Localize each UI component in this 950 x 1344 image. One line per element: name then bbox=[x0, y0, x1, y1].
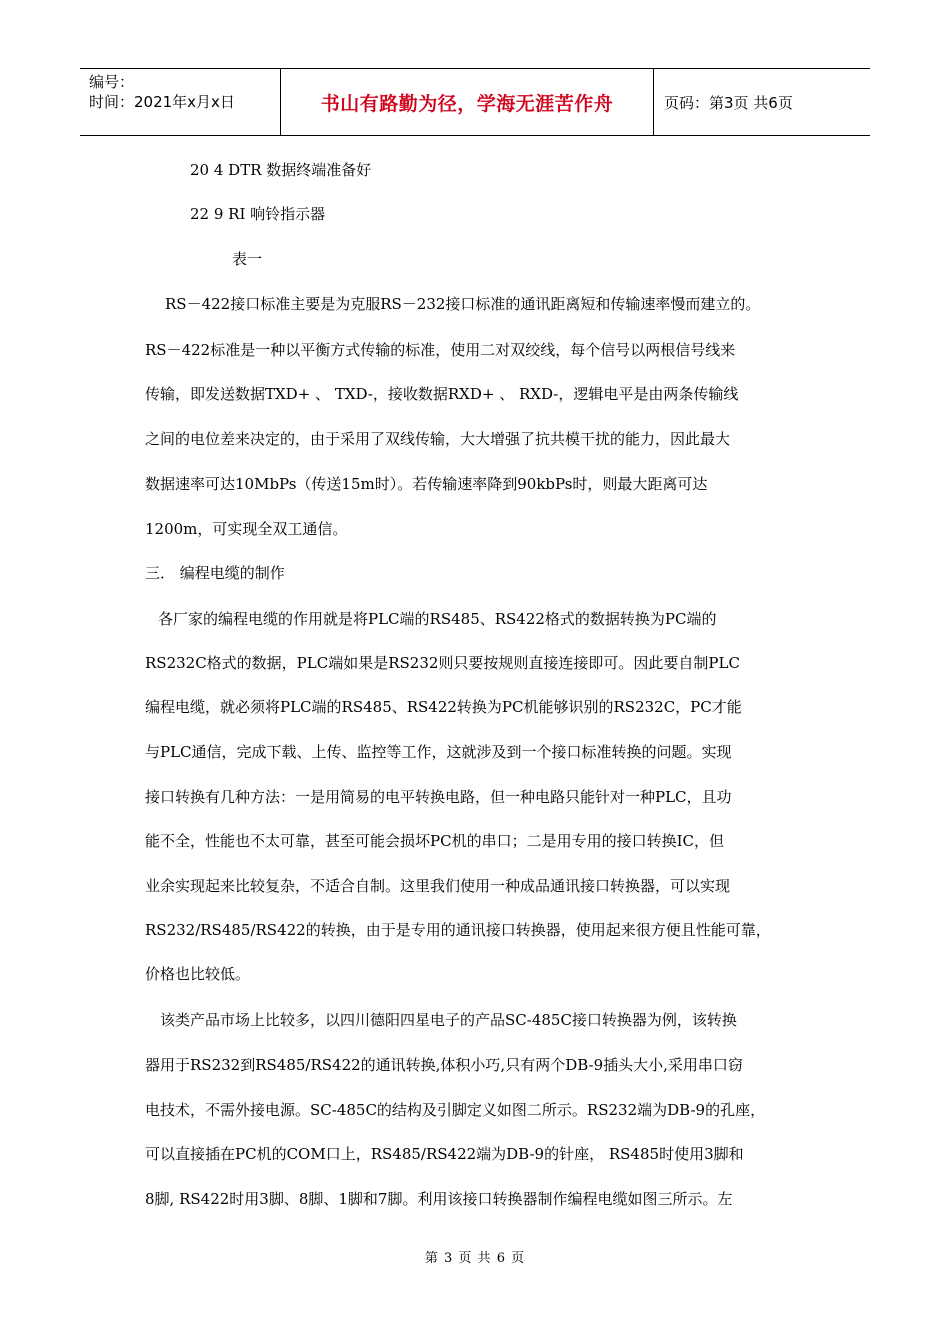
paragraph-line: RS232C格式的数据，PLC端如果是RS232则只要按规则直接连接即可。因此要自制PLC bbox=[145, 654, 740, 672]
paragraph-line: 编程电缆，就必须将PLC端的RS485、RS422转换为PC机能够识别的RS232C，PC才能 bbox=[145, 698, 742, 716]
paragraph-line: 能不全，性能也不太可靠，甚至可能会损坏PC机的串口；二是用专用的接口转换IC，但 bbox=[145, 832, 724, 850]
paragraph-line: 1200m，可实现全双工通信。 bbox=[145, 520, 348, 538]
paragraph-line: 业余实现起来比较复杂，不适合自制。这里我们使用一种成品通讯接口转换器，可以实现 bbox=[145, 877, 731, 895]
paragraph-line: 电技术，不需外接电源。SC-485C的结构及引脚定义如图二所示。RS232端为DB-9的孔座， bbox=[145, 1101, 766, 1119]
paragraph-line: 接口转换有几种方法：一是用简易的电平转换电路，但一种电路只能针对一种PLC，且功 bbox=[145, 788, 732, 806]
header-motto-cell bbox=[281, 69, 654, 135]
page-footer: 第 3 页 共 6 页 bbox=[424, 1251, 526, 1266]
paragraph-line: RS－422标准是一种以平衡方式传输的标准，使用二对双绞线，每个信号以两根信号线来 bbox=[145, 341, 736, 359]
paragraph-line: 之间的电位差来决定的，由于采用了双线传输，大大增强了抗共模干扰的能力，因此最大 bbox=[145, 430, 731, 448]
paragraph-line: 传输，即发送数据TXD+ 、 TXD-，接收数据RXD+ 、 RXD-，逻辑电平是由两条传输线 bbox=[145, 385, 739, 403]
paragraph-line: 与PLC通信，完成下载、上传、监控等工作，这就涉及到一个接口标准转换的问题。实现 bbox=[145, 743, 732, 761]
header-page-info: 页码：第3页 共6页 bbox=[664, 93, 793, 112]
document-number-label: 编号： bbox=[89, 73, 135, 91]
table-row-line: 22 9 RI 响铃指示器 bbox=[190, 205, 326, 223]
table-row-line: 20 4 DTR 数据终端准备好 bbox=[190, 161, 372, 179]
paragraph-line: 各厂家的编程电缆的作用就是将PLC端的RS485、RS422格式的数据转换为PC端的 bbox=[158, 610, 717, 628]
header-motto: 书山有路勤为径，学海无涯苦作舟 bbox=[320, 92, 614, 115]
table-caption: 表一 bbox=[232, 250, 263, 268]
paragraph-line: 数据速率可达10MbPs（传送15m时）。若传输速率降到90kbPs时，则最大距离可达 bbox=[145, 475, 708, 493]
header-page-cell bbox=[654, 69, 870, 135]
paragraph-line: 可以直接插在PC机的COM口上，RS485/RS422端为DB-9的针座， RS485时使用3脚和 bbox=[145, 1145, 744, 1163]
paragraph-line: 器用于RS232到RS485/RS422的通讯转换,体积小巧,只有两个DB-9插头大小,采用串口窃 bbox=[145, 1056, 743, 1074]
paragraph-line: 价格也比较低。 bbox=[145, 965, 251, 983]
paragraph-line: 该类产品市场上比较多，以四川德阳四星电子的产品SC-485C接口转换器为例，该转换 bbox=[160, 1011, 737, 1029]
document-time-label: 时间：2021年x月x日 bbox=[89, 93, 235, 111]
paragraph-line: RS232/RS485/RS422的转换，由于是专用的通讯接口转换器，使用起来很方便且性能可靠， bbox=[145, 921, 771, 939]
header-table bbox=[80, 68, 870, 136]
section-heading: 三． 编程电缆的制作 bbox=[145, 564, 285, 582]
paragraph-line: 8脚, RS422时用3脚、8脚、1脚和7脚。利用该接口转换器制作编程电缆如图三所示。左 bbox=[145, 1190, 733, 1208]
header-meta-cell bbox=[80, 69, 281, 135]
paragraph-line: RS－422接口标准主要是为克服RS－232接口标准的通讯距离短和传输速率慢而建立的。 bbox=[165, 295, 761, 313]
